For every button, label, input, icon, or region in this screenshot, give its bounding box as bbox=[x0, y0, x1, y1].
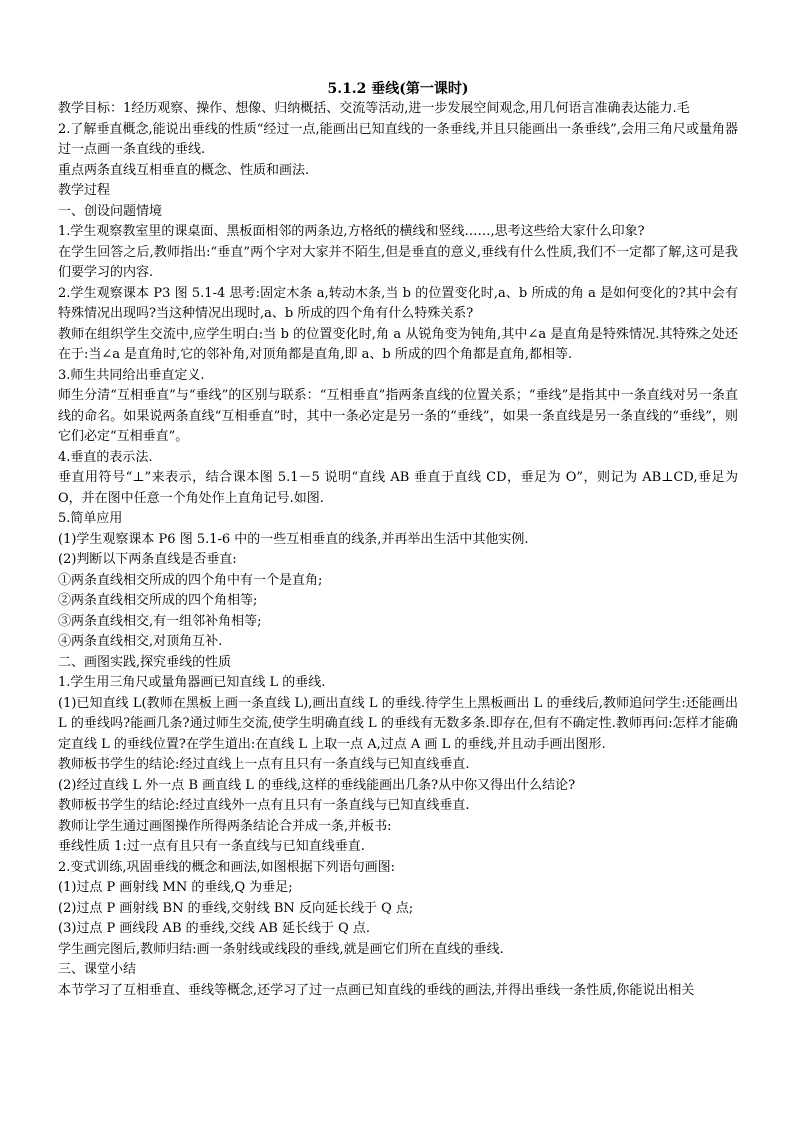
paragraph: (2)经过直线 L 外一点 B 画直线 L 的垂线,这样的垂线能画出几条?从中你又得出什么结论? bbox=[58, 777, 576, 793]
section-heading-3: 三、课堂小结 bbox=[58, 962, 137, 977]
paragraph: 2.学生观察课本 P3 图 5.1-4 思考:固定木条 a,转动木条,当 b 的位置变化时,a、b 所成的角 a 是如何变化的?其中会有特殊情况出现吗?当这种情况出现时,a、b 所成的四个角有什么特殊关系? bbox=[58, 285, 738, 321]
section-heading-2: 二、画图实践,探究垂线的性质 bbox=[58, 654, 232, 670]
lesson-title: 5.1.2 垂线(第一课时) bbox=[327, 81, 469, 97]
paragraph: 在学生回答之后,教师指出:“垂直”两个字对大家并不陌生,但是垂直的意义,垂线有什么性质,我们不一定都了解,这可是我们要学习的内容. bbox=[58, 244, 738, 280]
list-item: ③两条直线相交,有一组邻补角相等; bbox=[58, 613, 262, 629]
section-heading-1: 一、创设问题情境 bbox=[58, 203, 163, 219]
list-item: ④两条直线相交,对顶角互补. bbox=[58, 634, 223, 649]
paragraph: (1)学生观察课本 P6 图 5.1-6 中的一些互相垂直的线条,并再举出生活中其他实例. bbox=[58, 531, 529, 547]
list-item: (2)过点 P 画射线 BN 的垂线,交射线 BN 反向延长线于 Q 点; bbox=[58, 900, 414, 916]
paragraph: 教师板书学生的结论:经过直线上一点有且只有一条直线与已知直线垂直. bbox=[58, 757, 470, 772]
paragraph: (2)判断以下两条直线是否垂直: bbox=[58, 552, 237, 567]
key-points: 重点两条直线互相垂直的概念、性质和画法. bbox=[58, 162, 310, 178]
section-heading-process: 教学过程 bbox=[58, 183, 111, 198]
paragraph: 学生画完图后,教师归结:画一条射线或线段的垂线,就是画它们所在直线的垂线. bbox=[58, 941, 504, 957]
list-item: (1)过点 P 画射线 MN 的垂线,Q 为垂足; bbox=[58, 880, 293, 895]
paragraph: 垂线性质 1:过一点有且只有一条直线与已知直线垂直. bbox=[58, 839, 365, 854]
paragraph: (1)已知直线 L(教师在黑板上画一条直线 L),画出直线 L 的垂线.待学生上黑板画出 L 的垂线后,教师追问学生:还能画出 L 的垂线吗?能画几条?通过师生交流,使学生明确直线 L 的垂线有无数多条.即存在,但有不确定性.教师再问:怎样才能确定直线 L 的垂线位置?在学生道出:在直线 L 上取一点 A,过点 A 画 L 的垂线,并且动手画出图形. bbox=[58, 695, 738, 752]
list-item: ②两条直线相交所成的四个角相等; bbox=[58, 593, 258, 608]
document-body bbox=[58, 79, 738, 1001]
paragraph: 本节学习了互相垂直、垂线等概念,还学习了过一点画已知直线的垂线的画法,并得出垂线一条性质,你能说出相关 bbox=[58, 982, 695, 998]
teaching-objective-1: 教学目标：1经历观察、操作、想像、归纳概括、交流等活动,进一步发展空间观念,用几何语言准确表达能力.毛 bbox=[58, 101, 690, 116]
paragraph: 师生分清“互相垂直”与“垂线”的区别与联系：“互相垂直”指两条直线的位置关系；“垂线”是指其中一条直线对另一条直线的命名。如果说两条直线“互相垂直”时，其中一条必定是另一条的“垂线”，如果一条直线是另一条直线的“垂线”，则它们必定“互相垂直”。 bbox=[58, 388, 738, 444]
paragraph: 1.学生观察教室里的课桌面、黑板面相邻的两条边,方格纸的横线和竖线……,思考这些给大家什么印象? bbox=[58, 224, 645, 239]
paragraph: 1.学生用三角尺或量角器画已知直线 L 的垂线. bbox=[58, 675, 326, 690]
list-item: ①两条直线相交所成的四个角中有一个是直角; bbox=[58, 572, 323, 588]
paragraph: 4.垂直的表示法. bbox=[58, 449, 153, 465]
paragraph: 5.简单应用 bbox=[58, 511, 123, 526]
paragraph: 3.师生共同给出垂直定义. bbox=[58, 367, 205, 383]
paragraph: 垂直用符号“⊥”来表示，结合课本图 5.1－5 说明“直线 AB 垂直于直线 CD，垂足为 O”，则记为 AB⊥CD,垂足为 O，并在图中任意一个角处作上直角记号.如图. bbox=[58, 470, 738, 506]
list-item: (3)过点 P 画线段 AB 的垂线,交线 AB 延长线于 Q 点. bbox=[58, 921, 371, 936]
teaching-objective-2: 2.了解垂直概念,能说出垂线的性质“经过一点,能画出已知直线的一条垂线,并且只能画出一条垂线”,会用三角尺或量角器过一点画一条直线的垂线. bbox=[58, 121, 738, 157]
paragraph: 教师在组织学生交流中,应学生明白:当 b 的位置变化时,角 a 从锐角变为钝角,其中∠a 是直角是特殊情况.其特殊之处还在于:当∠a 是直角时,它的邻补角,对顶角都是直角,即 a、b 所成的四个角都是直角,都相等. bbox=[58, 326, 738, 362]
paragraph: 2.变式训练,巩固垂线的概念和画法,如图根据下列语句画图: bbox=[58, 859, 396, 875]
paragraph: 教师让学生通过画图操作所得两条结论合并成一条,并板书: bbox=[58, 818, 392, 834]
paragraph: 教师板书学生的结论:经过直线外一点有且只有一条直线与已知直线垂直. bbox=[58, 798, 470, 813]
